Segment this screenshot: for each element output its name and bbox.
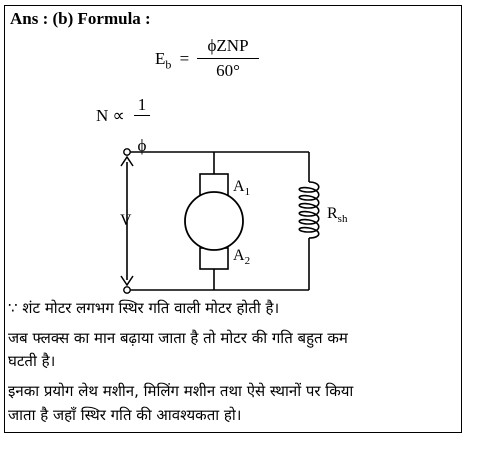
text-line-1: ∵ शंट मोटर लगभग स्थिर गति वाली मोटर होती है।	[8, 299, 280, 317]
text-line-2: जब फ्लक्स का मान बढ़ाया जाता है तो मोटर की गति बहुत कम	[8, 329, 348, 347]
terminal-bottom	[124, 287, 130, 293]
answer-heading: Ans : (b) Formula :	[10, 9, 151, 28]
proportion-lhs: N ∝	[96, 106, 125, 125]
proportion-numerator: 1	[137, 95, 147, 114]
formula-denominator: 60°	[216, 61, 240, 80]
formula-lhs: $E_b$ =	[155, 49, 190, 72]
formula-numerator: ϕZNP	[207, 36, 249, 55]
a2-label: $A_2$	[233, 247, 251, 268]
voltage-label: V	[120, 212, 132, 229]
brush-a2	[200, 248, 228, 269]
rsh-label: $R_{sh}$	[327, 205, 348, 226]
shunt-field-coil	[299, 182, 319, 238]
armature	[185, 192, 243, 250]
proportion-denominator: ϕ	[137, 136, 147, 155]
a1-label: $A_1$	[233, 178, 251, 199]
text-line-5: जाता है जहाँ स्थिर गति की आवश्यकता हो।	[8, 406, 242, 424]
text-line-4: इनका प्रयोग लेथ मशीन, मिलिंग मशीन तथा ऐसे स्थानों पर किया	[8, 382, 354, 400]
terminal-top	[124, 149, 130, 155]
text-line-3: घटती है।	[8, 352, 56, 370]
